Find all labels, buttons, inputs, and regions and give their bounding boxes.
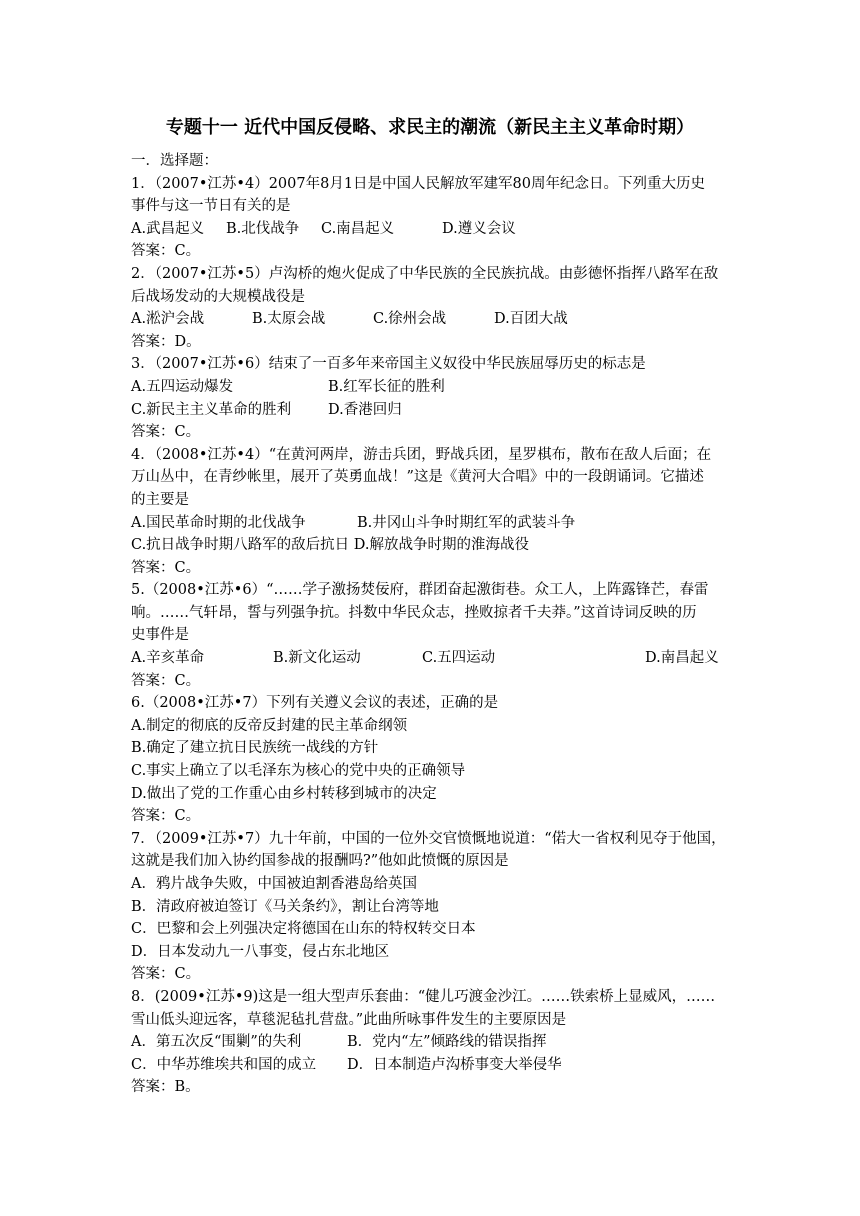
options-line — [131, 376, 736, 399]
options-line — [131, 647, 736, 670]
option: A.淞沪会战 — [131, 311, 205, 328]
option: A.国民革命时期的北伐战争 — [131, 514, 306, 531]
text-line: 响。……气轩昂，誓与列强争抗。抖数中华民众志，挫败掠者千夫莽。”这首诗词反映的历 — [131, 604, 697, 621]
option: A.五四运动爆发 — [131, 378, 234, 395]
option: B.新文化运动 — [273, 650, 361, 667]
answer-line: 答案：C。 — [131, 424, 201, 441]
option: D．日本制造卢沟桥事变大举侵华 — [347, 1056, 562, 1073]
text-line: C.事实上确立了以毛泽东为核心的党中央的正确领导 — [131, 763, 466, 780]
option: C.徐州会战 — [373, 311, 447, 328]
option: A.辛亥革命 — [131, 650, 205, 667]
text-line: 2．（2007•江苏•5）卢沟桥的炮火促成了中华民族的全民族抗战。由彭德怀指挥八路军在敌 — [131, 265, 719, 282]
option: D.遵义会议 — [442, 220, 516, 237]
options-line — [131, 308, 736, 331]
option: C.南昌起义 — [321, 220, 395, 237]
answer-line: 答案：C。 — [131, 808, 201, 825]
answer-line: 答案：C。 — [131, 559, 201, 576]
text-line: 史事件是 — [131, 627, 189, 644]
document-title: 专题十一 近代中国反侵略、求民主的潮流（新民主主义革命时期） — [165, 117, 695, 138]
text-line: B.确定了建立抗日民族统一战线的方针 — [131, 740, 379, 757]
options-line — [131, 399, 736, 422]
answer-line: 答案：C。 — [131, 966, 201, 983]
text-line: 7．（2009•江苏•7）九十年前，中国的一位外交官愤慨地说道：“偌大一省权利见夺于他国， — [131, 830, 726, 847]
option: B．党内“左”倾路线的错误指挥 — [347, 1034, 547, 1051]
text-line: 这就是我们加入协约国参战的报酬吗?”他如此愤慨的原因是 — [131, 853, 509, 870]
text-line: 万山丛中，在青纱帐里，展开了英勇血战！”这是《黄河大合唱》中的一段朗诵词。它描述 — [131, 469, 704, 486]
answer-line: 答案：C。 — [131, 672, 201, 689]
text-line: 事件与这一节日有关的是 — [131, 198, 291, 215]
text-line: A.制定的彻底的反帝反封建的民主革命纲领 — [131, 717, 408, 734]
option: A．第五次反“围剿”的失利 — [131, 1034, 302, 1051]
options-line — [131, 512, 736, 535]
text-line: 5.（2008•江苏•6）“……学子激扬焚佞府，群团奋起激街巷。众工人，上阵露锋芒，春雷 — [131, 582, 709, 599]
options-line — [131, 1031, 736, 1054]
text-line: 8．(2009•江苏•9)这是一组大型声乐套曲：“健儿巧渡金沙江。……铁索桥上显威风，…… — [131, 988, 716, 1005]
option: D.香港回归 — [328, 401, 402, 418]
text-line: 4．（2008•江苏•4）“在黄河两岸，游击兵团，野战兵团，星罗棋布，散布在敌人后面；在 — [131, 446, 712, 463]
text-line: 1．（2007•江苏•4）2007年8月1日是中国人民解放军建军80周年纪念日。下列重大历史 — [131, 175, 706, 192]
option: C.五四运动 — [422, 650, 496, 667]
text-line: B．清政府被迫签订《马关条约》，割让台湾等地 — [131, 898, 439, 915]
text-line: C．巴黎和会上列强决定将德国在山东的特权转交日本 — [131, 921, 476, 938]
option: D.百团大战 — [494, 311, 568, 328]
text-line: 雪山低头迎远客，草毯泥毡扎营盘。”此曲所咏事件发生的主要原因是 — [131, 1011, 567, 1028]
text-line: C.抗日战争时期八路军的敌后抗日 D.解放战争时期的淮海战役 — [131, 537, 530, 554]
answer-line: 答案：D。 — [131, 333, 201, 350]
text-line: 后战场发动的大规模战役是 — [131, 288, 305, 305]
options-line — [131, 1054, 736, 1077]
option: B.太原会战 — [252, 311, 326, 328]
option: D.南昌起义 — [645, 650, 719, 667]
text-line: D．日本发动九一八事变，侵占东北地区 — [131, 943, 390, 960]
option: B.红军长征的胜利 — [328, 378, 445, 395]
option: C.新民主主义革命的胜利 — [131, 401, 292, 418]
option: B.北伐战争 — [226, 220, 300, 237]
answer-line: 答案：B。 — [131, 1079, 200, 1096]
option: C．中华苏维埃共和国的成立 — [131, 1056, 317, 1073]
option: B.井冈山斗争时期红军的武装斗争 — [357, 514, 576, 531]
text-line: D.做出了党的工作重心由乡村转移到城市的决定 — [131, 785, 437, 802]
text-line: A．鸦片战争失败，中国被迫割香港岛给英国 — [131, 876, 417, 892]
section-heading: 一．选择题： — [131, 153, 218, 169]
options-line — [131, 218, 736, 241]
text-line: 3．（2007•江苏•6）结束了一百多年来帝国主义奴役中华民族屈辱历史的标志是 — [131, 356, 646, 373]
answer-line: 答案：C。 — [131, 243, 201, 260]
option: A.武昌起义 — [131, 220, 205, 237]
question-list — [131, 150, 736, 1099]
text-line: 的主要是 — [131, 491, 189, 508]
text-line: 6.（2008•江苏•7）下列有关遵义会议的表述，正确的是 — [131, 695, 499, 712]
